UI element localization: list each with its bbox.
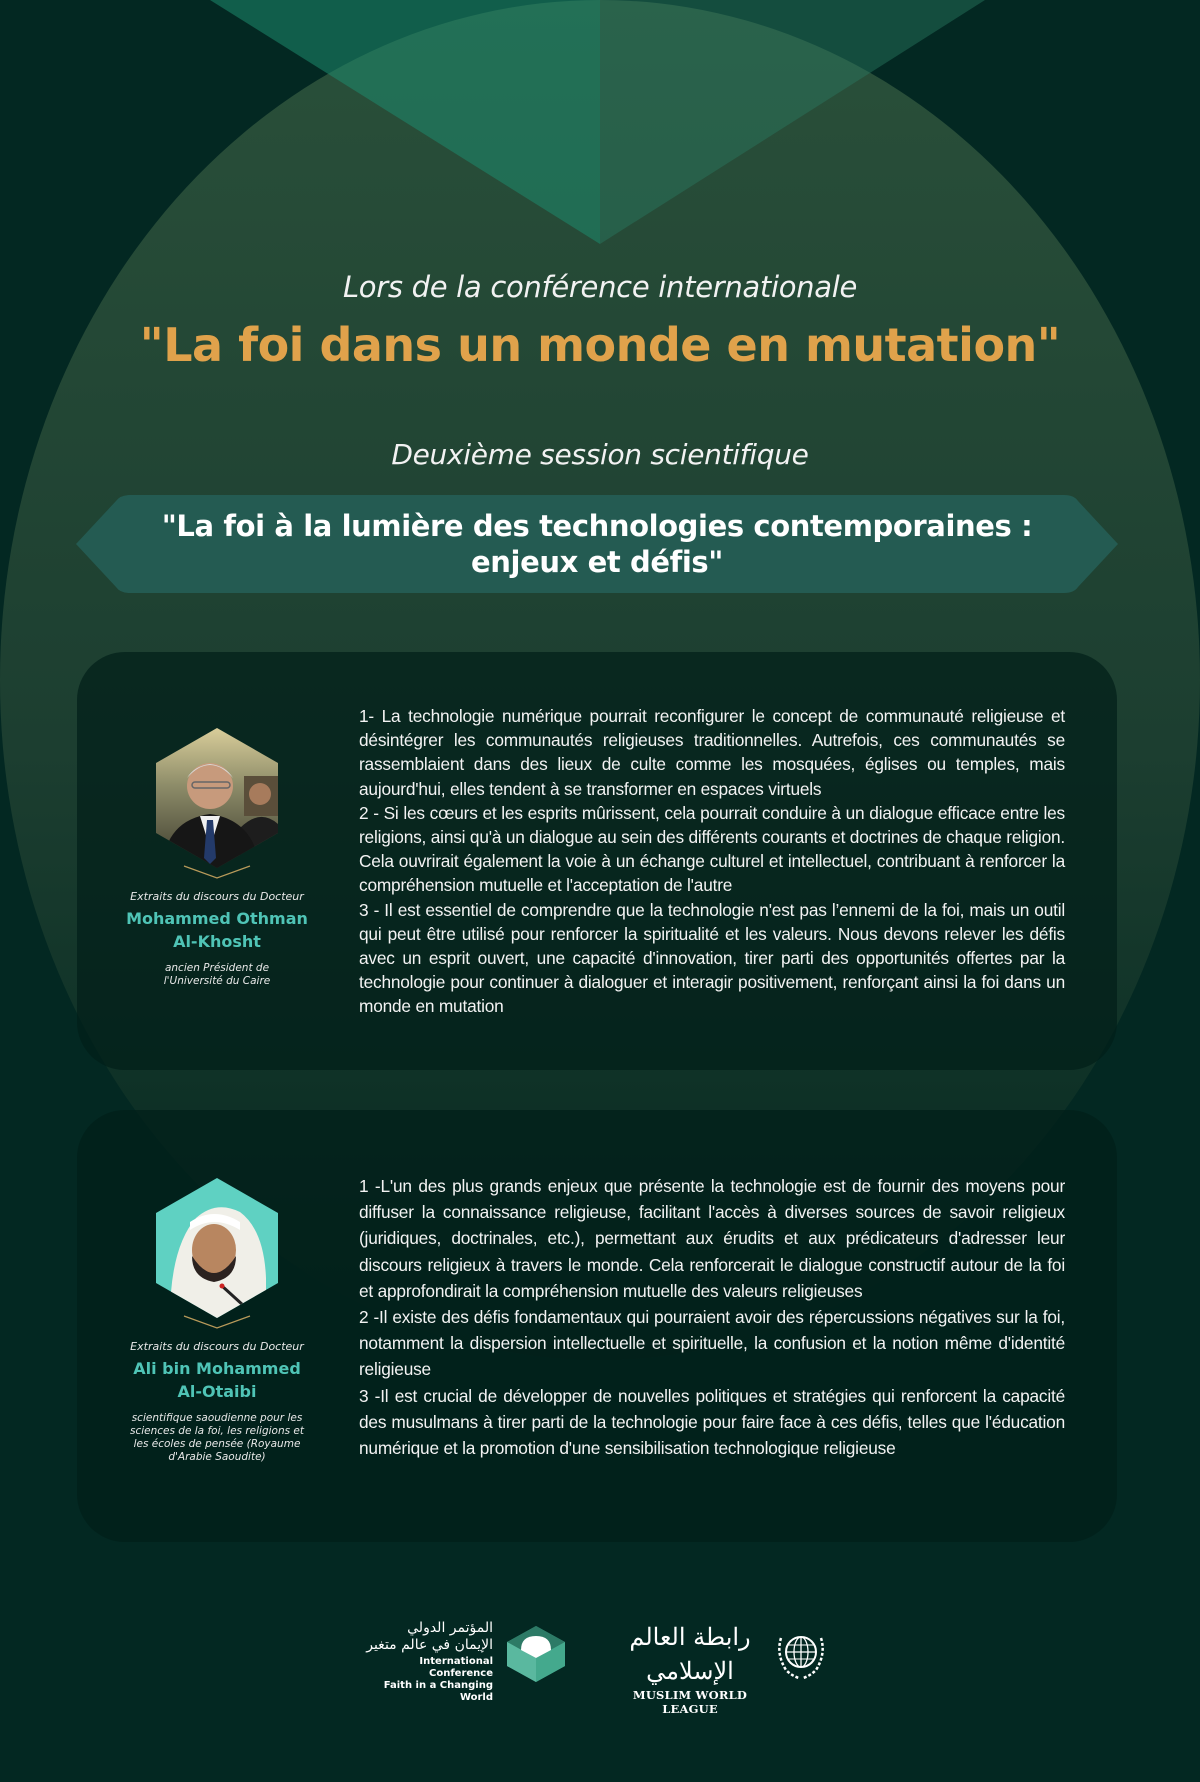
conference-logo-icon — [505, 1624, 567, 1684]
mwl-logo-text — [610, 1620, 770, 1716]
speaker-role: scientifique saoudienne pour les sciences de la foi, les religions et les écoles de pensée (Royaume d'Arabie Saoudite) — [129, 1412, 305, 1463]
conference-logo-english-2: Faith in a Changing World — [383, 1680, 493, 1703]
speaker-name-line2: Al-Khosht — [173, 932, 261, 951]
speaker-name — [107, 907, 327, 953]
person-icon — [156, 1178, 278, 1318]
session-title: "La foi à la lumière des technologies contemporaines : enjeux et défis" — [161, 509, 1033, 579]
speaker-photo-icon — [156, 1178, 278, 1318]
globe-emblem-icon — [772, 1624, 830, 1682]
session-title-banner — [76, 495, 1118, 593]
mwl-logo-english: MUSLIM WORLD LEAGUE — [632, 1688, 748, 1716]
mwl-logo-arabic: رابطة العالم الإسلامي — [629, 1623, 751, 1685]
intro-text: Lors de la conférence internationale — [342, 270, 858, 304]
conference-logo-arabic-1: المؤتمر الدولي — [407, 1620, 493, 1636]
speaker-name-line1: Ali bin Mohammed — [133, 1359, 301, 1378]
conference-logo-text — [360, 1620, 493, 1704]
conference-logo-english-1: International Conference — [419, 1656, 493, 1679]
speaker-name-line2: Al-Otaibi — [177, 1382, 257, 1401]
session-label: Deuxième session scientifique — [391, 438, 809, 471]
speaker-name-line1: Mohammed Othman — [126, 909, 308, 928]
speaker-name — [107, 1357, 327, 1403]
speaker-role: ancien Président de l'Université du Caire — [163, 962, 271, 987]
speaker-info — [107, 728, 327, 988]
extract-label: Extraits du discours du Docteur — [130, 1340, 304, 1353]
quote-item: 3 - Il est essentiel de comprendre que la technologie n'est pas l’ennemi de la foi, mais un outil qui peut être utilisé pour renforcer la spiritualité et les valeurs. Nous devons relever les défis avec un esprit ouvert, une capacité d'innovation, tirer parti des opportunités offertes par la technologie pour continuer à dialoguer et interagir positivement, renforçant ainsi la foi dans un monde en mutation — [359, 899, 1065, 1017]
quote-item: 2 -Il existe des défis fondamentaux qui pourraient avoir des répercussions négatives sur la foi, notamment la dispersion intellectuelle et spirituelle, la confusion et la notion même d'identité religieuse — [359, 1307, 1065, 1380]
speaker-quotes — [359, 704, 1065, 1019]
quote-item: 3 -Il est crucial de développer de nouvelles politiques et stratégies qui renforcent la capacité des musulmans à tirer parti de la technologie pour faire face à ces défis, telles que l'éducation numérique et la promotion d'une sensibilisation technologique religieuse — [359, 1385, 1065, 1459]
footer-logos — [360, 1620, 840, 1716]
quote-item: 1- La technologie numérique pourrait reconfigurer le concept de communauté religieuse et désintégrer les communautés religieuses traditionnelles. Autrefois, ces communautés se rassemblaient dans des lieux de culte comme les mosquées, églises ou temples, mais aujourd'hui, elles tendent à se transformer en espaces virtuels — [359, 706, 1065, 799]
quote-item: 2 - Si les cœurs et les esprits mûrissent, cela pourrait conduire à un dialogue efficace entre les religions, ainsi qu'à un dialogue au sein des différents courants et doctrines de chaque religion. Cela ouvrirait également la voie à un échange culturel et intellectuel, contribuant à renforcer la compréhension mutuelle et l'acceptation de l'autre — [359, 802, 1065, 896]
conference-title: "La foi dans un monde en mutation" — [139, 318, 1061, 372]
quote-item: 1 -L'un des plus grands enjeux que présente la technologie est de fournir des moyens pour diffuser la connaissance religieuse, facilitant l'accès à diverses sources de savoir religieux (juridiques, doctrinales, etc.), permettant aux érudits et aux prédicateurs d'adresser leur discours religieux à travers le monde. Cela renforcerait le dialogue constructif autour de la foi et approfondirait la compréhension mutuelle des valeurs religieuses — [359, 1176, 1065, 1301]
speaker-card-1 — [77, 652, 1117, 1070]
extract-label: Extraits du discours du Docteur — [130, 890, 304, 903]
speaker-card-2 — [77, 1110, 1117, 1542]
speaker-info — [107, 1178, 327, 1464]
speaker-quotes — [359, 1173, 1065, 1461]
conference-logo-arabic-2: الإيمان في عالم متغير — [366, 1637, 493, 1653]
person-icon — [156, 728, 278, 868]
speaker-photo-icon — [156, 728, 278, 868]
